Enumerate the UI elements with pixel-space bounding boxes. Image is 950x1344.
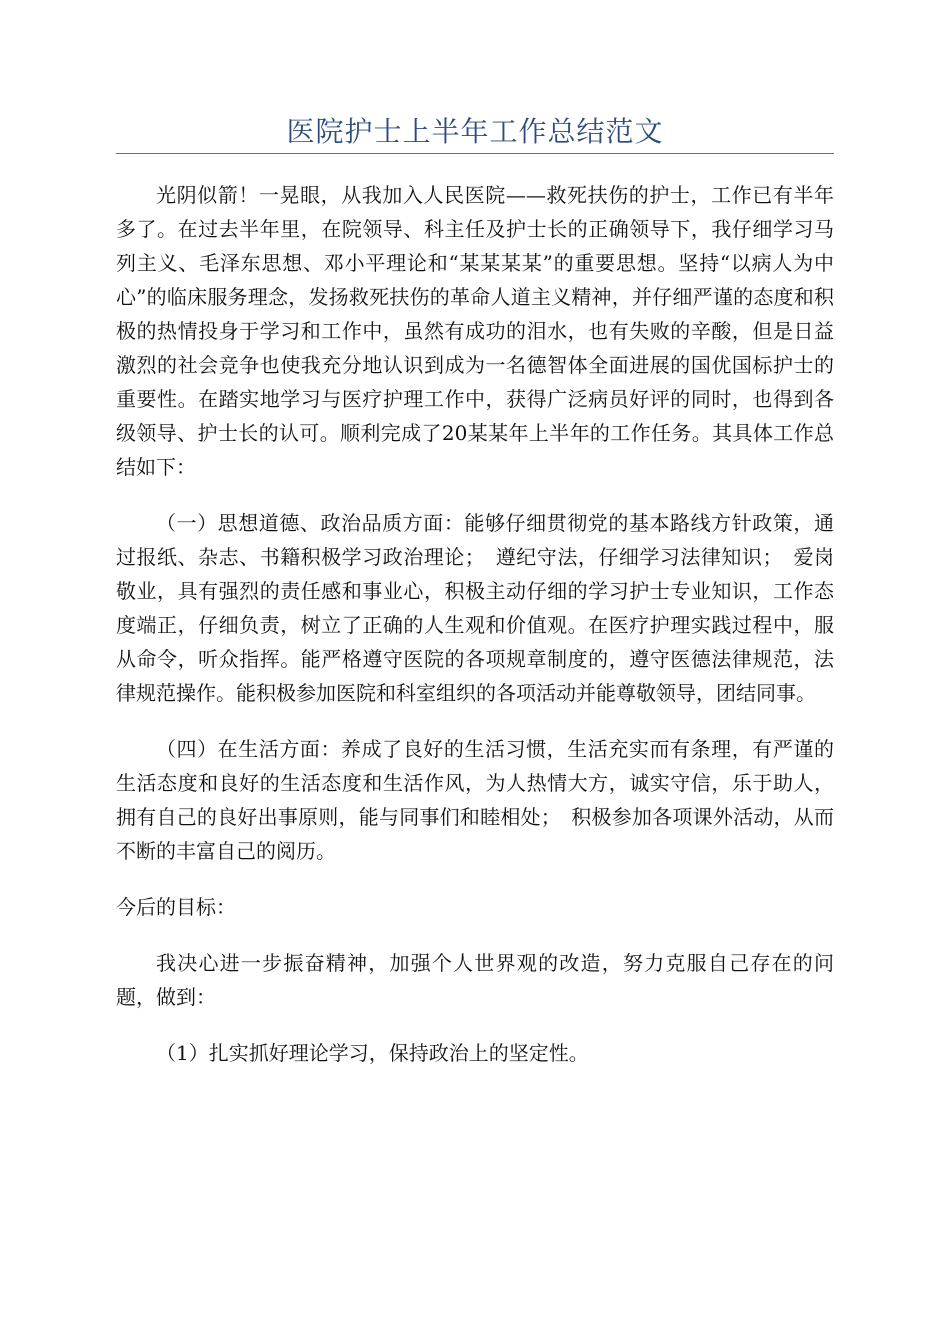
- document-body: [116, 178, 834, 1092]
- document-title: 医院护士上半年工作总结范文: [286, 115, 664, 148]
- paragraph-life: （四）在生活方面：养成了良好的生活习惯，生活充实而有条理，有严谨的生活态度和良好的生活态度和生活作风，为人热情大方，诚实守信，乐于助人，拥有自己的良好出事原则，能与同事们和睦相处； 积极参加各项课外活动，从而不断的丰富自己的阅历。: [116, 737, 834, 863]
- paragraph-intro: 光阴似箭！一晃眼，从我加入人民医院——救死扶伤的护士，工作已有半年多了。在过去半年里，在院领导、科主任及护士长的正确领导下，我仔细学习马列主义、毛泽东思想、邓小平理论和“某某某某”的重要思想。坚持“以病人为中心”的临床服务理念，发扬救死扶伤的革命人道主义精神，并仔细严谨的态度和积极的热情投身于学习和工作中，虽然有成功的泪水，也有失败的辛酸，但是日益激烈的社会竞争也使我充分地认识到成为一名德智体全面进展的国优国标护士的重要性。在踏实地学习与医疗护理工作中，获得广泛病员好评的同时，也得到各级领导、护士长的认可。顺利完成了20某某年上半年的工作任务。其具体工作总结如下：: [116, 183, 834, 479]
- paragraph-resolve: 我决心进一步振奋精神，加强个人世界观的改造，努力克服自己存在的问题，做到：: [116, 951, 834, 1009]
- list-item-1: （1）扎实抓好理论学习，保持政治上的坚定性。: [156, 1041, 589, 1065]
- title-underline: [116, 153, 834, 154]
- future-goals-heading: 今后的目标：: [116, 895, 236, 919]
- paragraph-ideology: （一）思想道德、政治品质方面：能够仔细贯彻党的基本路线方针政策，通过报纸、杂志、书籍积极学习政治理论； 遵纪守法，仔细学习法律知识； 爱岗敬业，具有强烈的责任感和事业心，积极主动仔细的学习护士专业知识，工作态度端正，仔细负责，树立了正确的人生观和价值观。在医疗护理实践过程中，服从命令，听众指挥。能严格遵守医院的各项规章制度的，遵守医德法律规范，法律规范操作。能积极参加医院和科室组织的各项活动并能尊敬领导，团结同事。: [116, 511, 834, 705]
